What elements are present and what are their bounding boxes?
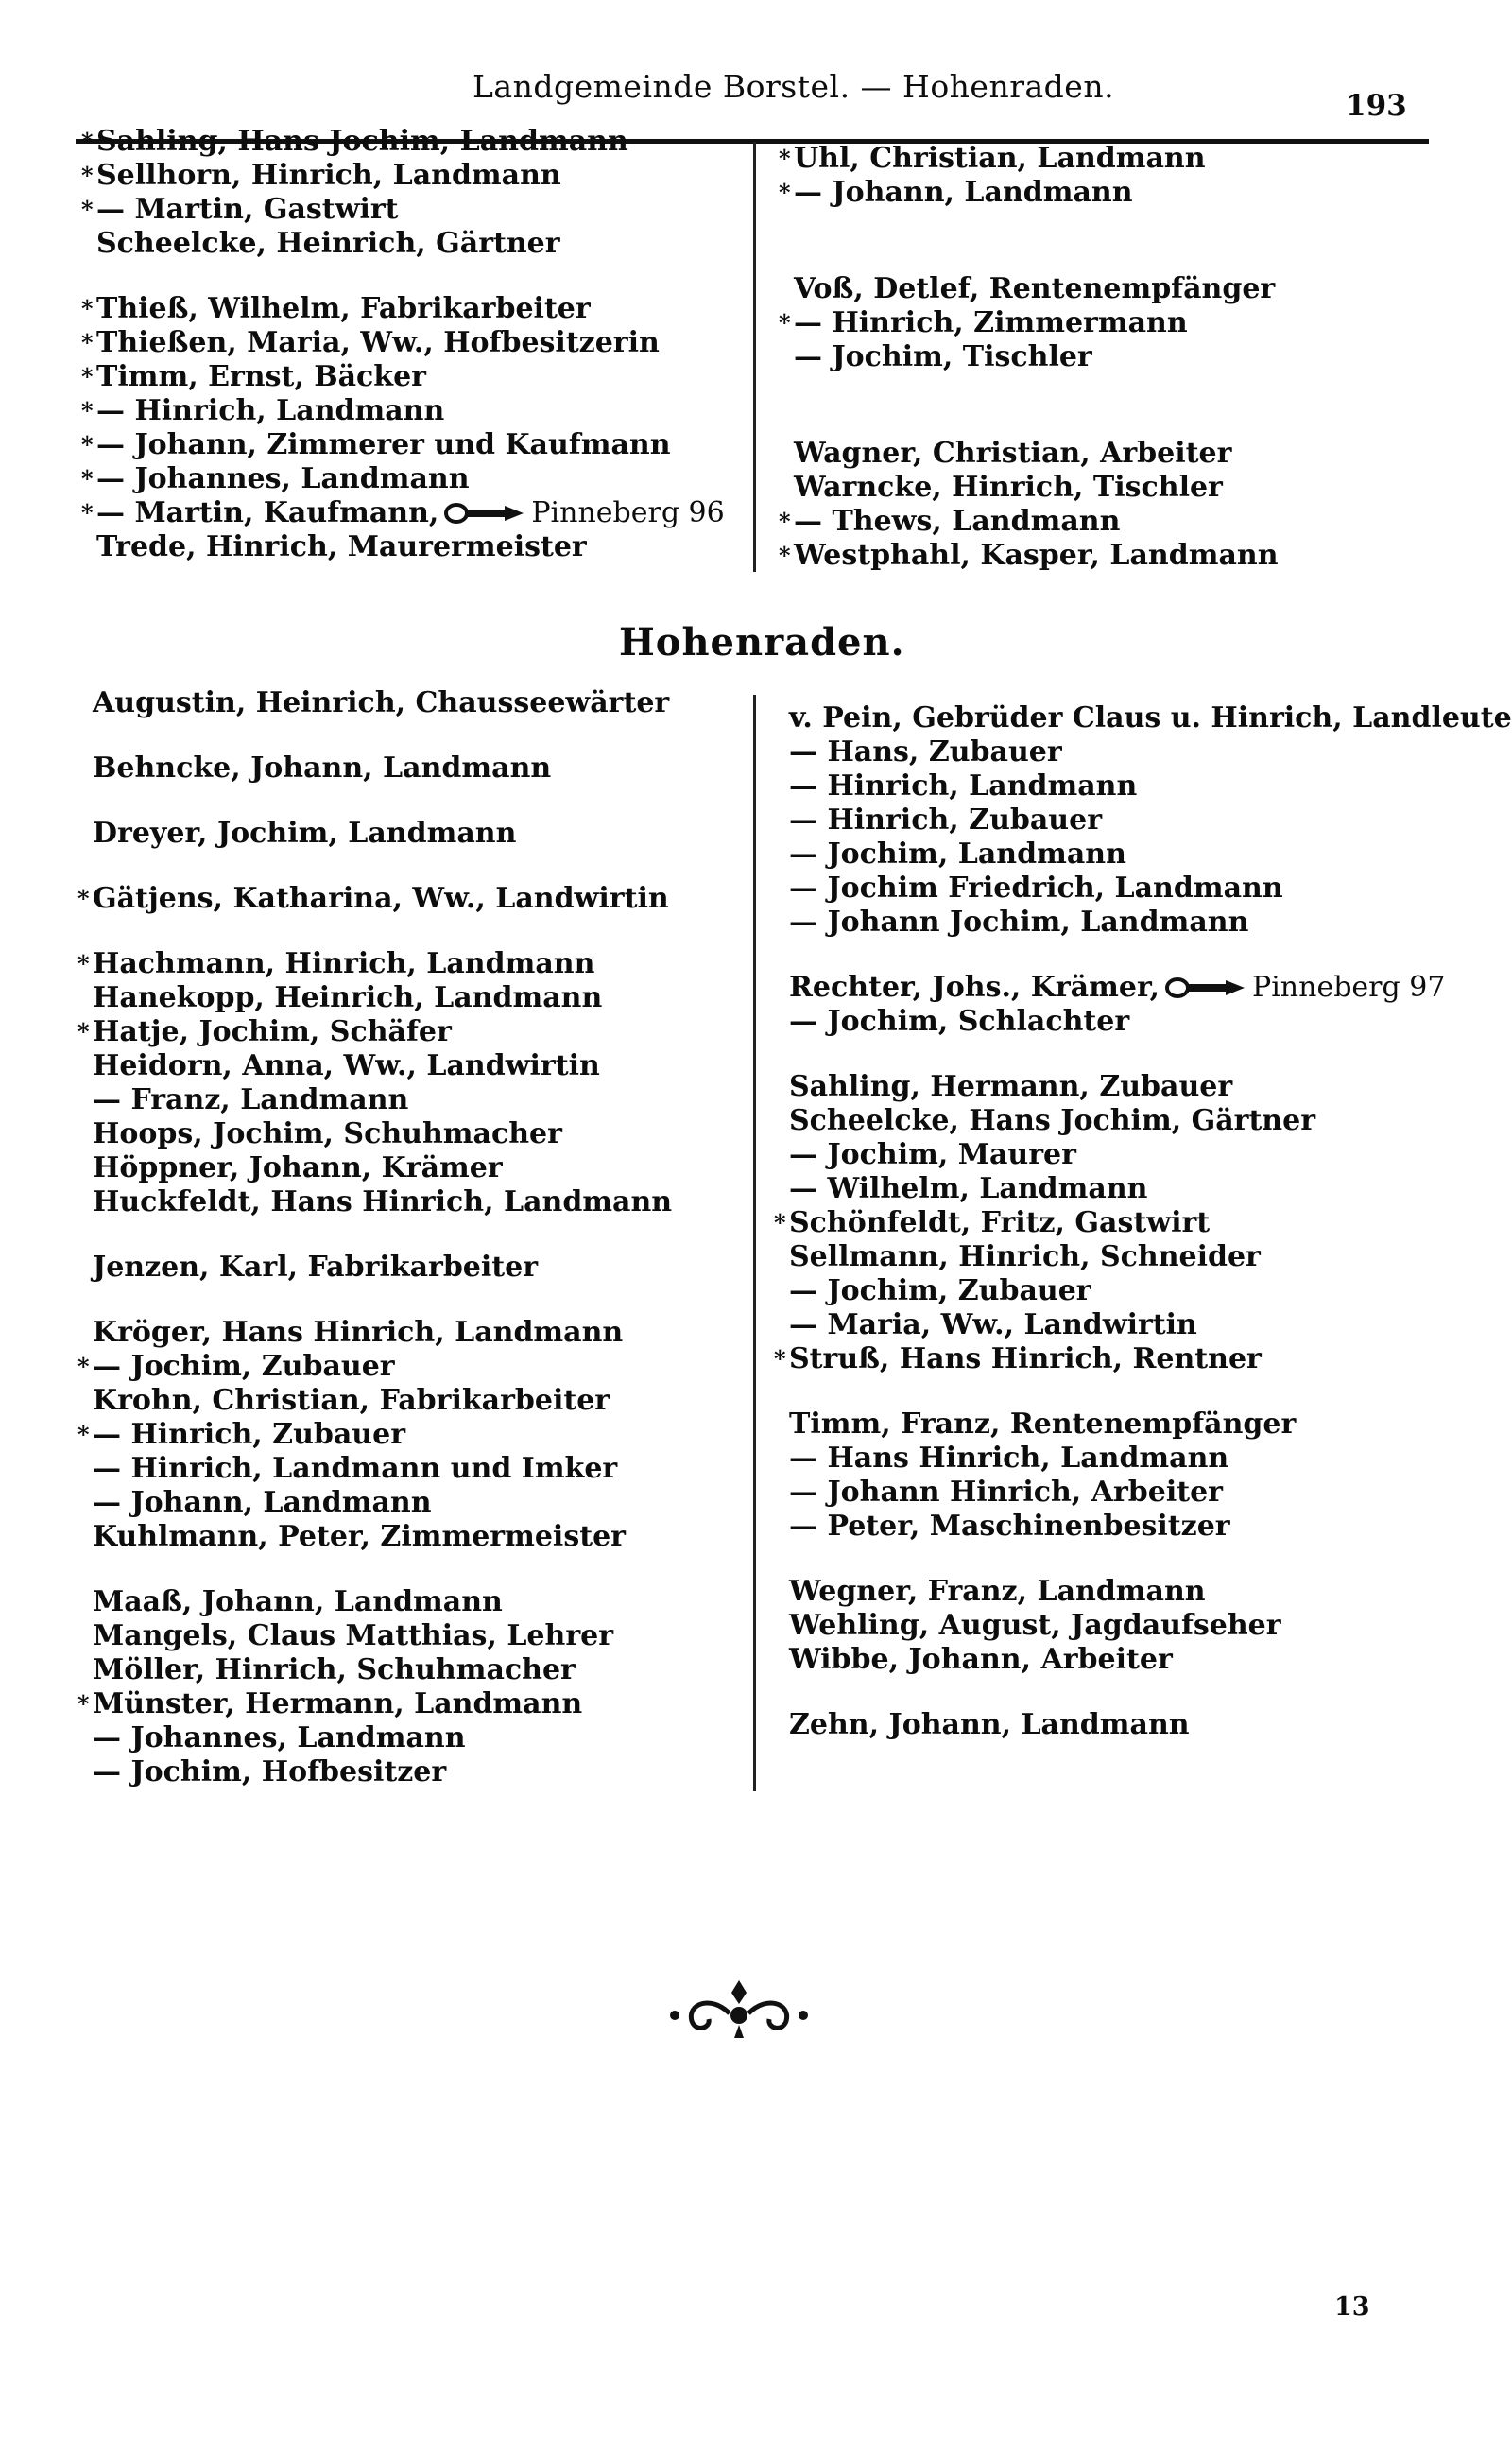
entry-mark: * [779,179,791,206]
entry-mark: * [81,329,94,356]
directory-entry [789,803,1512,838]
entry-text: — Jochim, Zubauer [93,1350,395,1383]
hohenraden-right-column [774,701,1512,1742]
entry-text: — Johann, Zimmerer und Kaufmann [96,428,671,461]
entry-text: Hanekopp, Heinrich, Landmann [93,981,603,1014]
entry-mark: * [77,1690,90,1718]
directory-entry [779,539,1279,573]
entry-text: Wibbe, Johann, Arbeiter [789,1643,1173,1676]
directory-entry [77,1687,672,1721]
entry-text: Thieß, Wilhelm, Fabrikarbeiter [96,292,591,325]
phone-number: Pinneberg 97 [1252,971,1446,1004]
entry-spacer [794,374,1279,406]
entry-mark: * [779,145,791,172]
directory-entry [93,1049,672,1083]
entry-spacer [93,916,672,947]
entry-mark: * [81,465,94,492]
entry-text: Jenzen, Karl, Fabrikarbeiter [93,1251,539,1284]
directory-entry [81,159,725,193]
borstel-left-column [81,125,725,564]
directory-entry [789,1609,1512,1643]
entry-text: Hoops, Jochim, Schuhmacher [93,1117,562,1150]
entry-mark: * [81,363,94,390]
entry-spacer [93,1285,672,1316]
directory-entry [77,882,672,916]
entry-spacer [789,1677,1512,1708]
directory-entry [789,1575,1512,1609]
phone-number: Pinneberg 96 [531,496,725,529]
directory-entry [789,701,1512,735]
entry-spacer [93,1554,672,1585]
directory-entry [93,1721,672,1755]
directory-entry [774,1342,1512,1376]
entry-text: — Hinrich, Landmann [96,394,445,427]
page-number: 193 [1346,89,1407,123]
entry-mark: * [77,1421,90,1448]
directory-entry [93,1653,672,1687]
directory-entry [789,1476,1512,1510]
entry-text: — Jochim, Landmann [789,838,1126,871]
directory-entry [789,1070,1512,1104]
entry-text: — Johann Jochim, Landmann [789,906,1249,939]
entry-text: Behncke, Johann, Landmann [93,751,552,785]
running-title: Landgemeinde Borstel. — Hohenraden. [472,68,1115,105]
entry-text: — Jochim, Tischler [794,340,1092,373]
entry-text: — Johannes, Landmann [96,462,470,495]
entry-mark: * [77,885,90,912]
entry-spacer [96,261,725,292]
directory-entry [789,735,1512,769]
entry-text: Schönfeldt, Fritz, Gastwirt [789,1206,1211,1239]
entry-text: — Johannes, Landmann [93,1721,466,1754]
directory-entry [794,437,1279,471]
directory-entry [779,505,1279,539]
entry-mark: * [774,1345,786,1373]
entry-mark: * [779,309,791,337]
entry-text: — Martin, Kaufmann, [96,496,439,529]
directory-entry [81,394,725,428]
entry-text: Augustin, Heinrich, Chausseewärter [93,686,670,719]
directory-entry [789,1442,1512,1476]
entry-mark: * [81,397,94,424]
directory-entry [774,1206,1512,1240]
entry-text: Hachmann, Hinrich, Landmann [93,947,595,980]
entry-spacer [794,406,1279,437]
entry-text: Timm, Franz, Rentenempfänger [789,1408,1297,1441]
directory-entry [96,530,725,564]
entry-text: — Johann, Landmann [794,176,1133,209]
entry-text: Sahling, Hans Jochim, Landmann [96,125,628,158]
directory-entry [93,686,672,720]
directory-entry [789,1643,1512,1677]
directory-entry [93,1251,672,1285]
entry-text: Wegner, Franz, Landmann [789,1575,1206,1608]
borstel-right-column [779,142,1279,573]
entry-mark: * [774,1209,786,1236]
directory-entry [789,1240,1512,1274]
directory-entry [93,1520,672,1554]
entry-text: — Jochim, Maurer [789,1138,1076,1171]
directory-entry [789,769,1512,803]
directory-entry [794,340,1279,374]
entry-spacer [794,241,1279,272]
directory-entry [789,906,1512,940]
directory-entry [81,360,725,394]
entry-text: Uhl, Christian, Landmann [794,142,1206,175]
directory-entry [789,1708,1512,1742]
directory-entry [794,471,1279,505]
entry-text: Warncke, Hinrich, Tischler [794,471,1223,504]
directory-entry [81,496,725,530]
entry-text: — Johann, Landmann [93,1486,432,1519]
entry-text: — Jochim Friedrich, Landmann [789,872,1283,905]
entry-text: Scheelcke, Hans Jochim, Gärtner [789,1104,1316,1137]
directory-entry [81,326,725,360]
entry-text: — Peter, Maschinenbesitzer [789,1510,1230,1543]
entry-text: Heidorn, Anna, Ww., Landwirtin [93,1049,600,1082]
entry-text: Zehn, Johann, Landmann [789,1708,1190,1741]
entry-text: Westphahl, Kasper, Landmann [794,539,1279,572]
entry-spacer [789,1039,1512,1070]
directory-entry [81,462,725,496]
entry-text: — Maria, Ww., Landwirtin [789,1308,1197,1341]
entry-text: Wehling, August, Jagdaufseher [789,1609,1281,1642]
directory-entry [779,176,1279,210]
entry-text: Sahling, Hermann, Zubauer [789,1070,1233,1103]
section-title-hohenraden: Hohenraden. [619,620,905,665]
entry-text: — Hinrich, Zubauer [93,1418,405,1451]
entry-text: Maaß, Johann, Landmann [93,1585,503,1618]
ornament-icon [663,1976,815,2042]
entry-mark: * [81,162,94,189]
directory-entry [779,306,1279,340]
directory-entry [789,1138,1512,1172]
directory-entry [77,1015,672,1049]
entry-spacer [93,720,672,751]
directory-entry [789,971,1512,1005]
telephone-icon [1165,977,1246,998]
entry-text: — Martin, Gastwirt [96,193,399,226]
entry-text: Rechter, Johs., Krämer, [789,971,1160,1004]
directory-entry [789,1308,1512,1342]
directory-entry [93,1384,672,1418]
directory-entry [77,1350,672,1384]
telephone-icon [444,503,525,524]
entry-text: v. Pein, Gebrüder Claus u. Hinrich, Landleute [789,701,1512,734]
entry-text: Kuhlmann, Peter, Zimmermeister [93,1520,626,1553]
entry-mark: * [81,196,94,223]
directory-entry [93,1316,672,1350]
entry-mark: * [77,1018,90,1045]
directory-entry [81,292,725,326]
entry-text: Sellmann, Hinrich, Schneider [789,1240,1261,1273]
entry-text: — Hinrich, Zimmermann [794,306,1188,339]
entry-mark: * [81,128,94,155]
entry-text: Krohn, Christian, Fabrikarbeiter [93,1384,610,1417]
directory-entry [93,1083,672,1117]
entry-mark: * [81,295,94,322]
entry-text: — Franz, Landmann [93,1083,409,1116]
entry-text: Huckfeldt, Hans Hinrich, Landmann [93,1185,673,1218]
entry-text: — Thews, Landmann [794,505,1121,538]
entry-text: — Jochim, Schlachter [789,1005,1130,1038]
directory-entry [789,1005,1512,1039]
entry-text: — Hinrich, Landmann und Imker [93,1452,618,1485]
entry-text: Struß, Hans Hinrich, Rentner [789,1342,1262,1375]
entry-text: Wagner, Christian, Arbeiter [794,437,1232,470]
entry-text: Höppner, Johann, Krämer [93,1151,503,1184]
directory-entry [81,193,725,227]
entry-text: — Hinrich, Landmann [789,769,1138,803]
directory-entry [794,272,1279,306]
entry-spacer [789,1376,1512,1408]
entry-text: Thießen, Maria, Ww., Hofbesitzerin [96,326,660,359]
directory-entry [779,142,1279,176]
directory-entry [789,872,1512,906]
entry-text: — Wilhelm, Landmann [789,1172,1148,1205]
entry-mark: * [77,1353,90,1380]
hohenraden-left-column [77,686,673,1789]
directory-entry [81,125,725,159]
entry-text: — Jochim, Zubauer [789,1274,1091,1307]
directory-entry [789,1104,1512,1138]
directory-entry [93,981,672,1015]
directory-entry [93,1585,672,1619]
directory-entry [77,1418,672,1452]
directory-entry [93,1185,672,1219]
entry-spacer [789,1544,1512,1575]
entry-text: Trede, Hinrich, Maurermeister [96,530,587,563]
directory-entry [93,1486,672,1520]
directory-entry [96,227,725,261]
entry-text: — Hans Hinrich, Landmann [789,1442,1229,1475]
directory-entry [93,1452,672,1486]
entry-mark: * [77,950,90,977]
entry-spacer [93,1219,672,1251]
entry-text: Sellhorn, Hinrich, Landmann [96,159,561,192]
entry-text: — Hinrich, Zubauer [789,803,1102,837]
directory-entry [789,1408,1512,1442]
directory-entry [93,751,672,786]
directory-entry [77,947,672,981]
directory-entry [789,1510,1512,1544]
entry-text: Timm, Ernst, Bäcker [96,360,426,393]
entry-text: Münster, Hermann, Landmann [93,1687,583,1720]
entry-text: Scheelcke, Heinrich, Gärtner [96,227,560,260]
entry-text: Kröger, Hans Hinrich, Landmann [93,1316,624,1349]
entry-text: Dreyer, Jochim, Landmann [93,817,517,850]
directory-entry [81,428,725,462]
directory-entry [93,1755,672,1789]
entry-mark: * [779,508,791,535]
column-divider-bottom [753,695,756,1791]
directory-entry [789,1274,1512,1308]
entry-mark: * [779,542,791,569]
entry-mark: * [81,431,94,458]
entry-spacer [93,786,672,817]
entry-text: Möller, Hinrich, Schuhmacher [93,1653,576,1686]
entry-text: — Hans, Zubauer [789,735,1062,769]
directory-entry [93,1619,672,1653]
entry-spacer [93,851,672,882]
entry-text: Mangels, Claus Matthias, Lehrer [93,1619,614,1652]
entry-text: — Jochim, Hofbesitzer [93,1755,447,1788]
directory-entry [789,838,1512,872]
entry-spacer [789,940,1512,971]
directory-entry [93,817,672,851]
entry-spacer [794,210,1279,241]
column-divider-top [753,142,756,572]
directory-entry [93,1117,672,1151]
signature-mark: 13 [1334,2292,1370,2322]
directory-entry [789,1172,1512,1206]
entry-text: Voß, Detlef, Rentenempfänger [794,272,1276,305]
entry-mark: * [81,499,94,527]
entry-text: — Johann Hinrich, Arbeiter [789,1476,1223,1509]
entry-text: Hatje, Jochim, Schäfer [93,1015,452,1048]
directory-entry [93,1151,672,1185]
entry-text: Gätjens, Katharina, Ww., Landwirtin [93,882,669,915]
